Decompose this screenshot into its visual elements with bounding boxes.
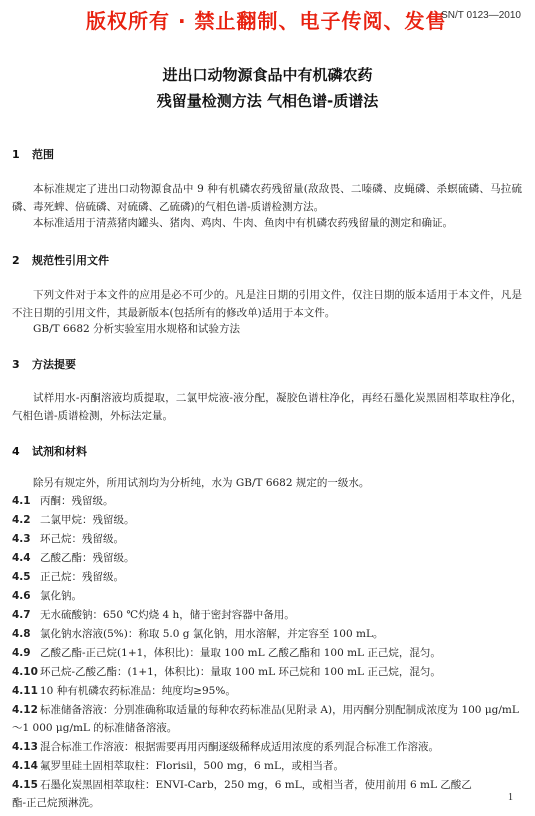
list-item: [12, 682, 522, 700]
document-title-line1: 进出口动物源食品中有机磷农药: [162, 66, 373, 84]
section-number: 4: [12, 445, 20, 458]
item-text: 乙酸乙酯：残留级。: [40, 552, 135, 564]
list-item: [12, 663, 522, 681]
list-item: [12, 549, 522, 567]
item-number: 4.3: [12, 533, 31, 545]
item-text: 氯化钠。: [40, 590, 82, 602]
list-item: [12, 511, 522, 529]
section-title: 试剂和材料: [32, 445, 87, 458]
item-number: 4.11: [12, 685, 38, 697]
item-number: 4.12: [12, 704, 38, 716]
list-item: [12, 644, 522, 662]
item-number: 4.2: [12, 514, 31, 526]
item-number: 4.1: [12, 495, 31, 507]
paragraph: 本标准适用于清蒸猪肉罐头、猪肉、鸡肉、牛肉、鱼肉中有机磷农药残留量的测定和确证。: [33, 217, 453, 229]
section-number: 1: [12, 148, 20, 161]
list-item: [12, 587, 522, 605]
list-item: [12, 492, 522, 510]
item-text: 环己烷：残留级。: [40, 533, 124, 545]
section-heading-principle: [12, 356, 76, 372]
item-number: 4.14: [12, 760, 38, 772]
item-number: 4.8: [12, 628, 31, 640]
list-item: [12, 738, 522, 756]
item-text: 氯化钠水溶液(5%)：称取 5.0 g 氯化钠，用水溶解，并定容至 100 mL。: [40, 628, 384, 640]
section-heading-scope: [12, 146, 54, 162]
item-text: 石墨化炭黑固相萃取柱：ENVI-Carb，250 mg，6 mL，或相当者，使用前用 6 mL 乙酸乙酯-正己烷预淋洗。: [12, 779, 472, 809]
watermark: 版权所有 · 禁止翻制、电子传阅、发售: [86, 9, 447, 33]
item-text: 混合标准工作溶液：根据需要再用丙酮逐级稀释成适用浓度的系列混合标准工作溶液。: [40, 741, 439, 753]
item-text: 丙酮：残留级。: [40, 495, 114, 507]
document-title-line2: 残留量检测方法 气相色谱-质谱法: [156, 92, 379, 110]
paragraph: 除另有规定外，所用试剂均为分析纯，水为 GB/T 6682 规定的一级水。: [33, 477, 370, 489]
list-item: [12, 776, 482, 812]
standard-number: SN/T 0123—2010: [441, 10, 521, 21]
list-item: [12, 625, 522, 643]
item-text: 乙酸乙酯-正己烷(1+1，体积比)：量取 100 mL 乙酸乙酯和 100 mL 正己烷，混匀。: [40, 647, 441, 659]
item-text: 无水硫酸钠：650 ℃灼烧 4 h，储于密封容器中备用。: [40, 609, 295, 621]
section-number: 2: [12, 254, 20, 267]
item-number: 4.6: [12, 590, 31, 602]
section-title: 范围: [32, 148, 54, 161]
list-item: [12, 701, 522, 737]
item-number: 4.13: [12, 741, 38, 753]
section-number: 3: [12, 358, 20, 371]
item-number: 4.10: [12, 666, 38, 678]
item-number: 4.4: [12, 552, 31, 564]
paragraph: 试样用水-丙酮溶液均质提取，二氯甲烷液-液分配，凝胶色谱柱净化，再经石墨化炭黑固相萃取柱净化，气相色谱-质谱检测，外标法定量。: [12, 392, 522, 422]
item-number: 4.7: [12, 609, 31, 621]
paragraph: 下列文件对于本文件的应用是必不可少的。凡是注日期的引用文件，仅注日期的版本适用于本文件，凡是不注日期的引用文件，其最新版本(包括所有的修改单)适用于本文件。: [12, 289, 522, 319]
item-number: 4.5: [12, 571, 31, 583]
item-number: 4.9: [12, 647, 31, 659]
list-item: [12, 757, 522, 775]
reference-entry: GB/T 6682 分析实验室用水规格和试验方法: [33, 323, 241, 335]
item-text: 标准储备溶液：分别准确称取适量的每种农药标准品(见附录 A)，用丙酮分别配制成浓度为 100 μg/mL～1 000 μg/mL 的标准储备溶液。: [12, 704, 519, 734]
section-heading-reagents: [12, 443, 87, 459]
list-item: [12, 568, 522, 586]
item-text: 10 种有机磷农药标准品：纯度均≥95%。: [40, 685, 236, 697]
list-item: [12, 530, 522, 548]
item-text: 正己烷：残留级。: [40, 571, 124, 583]
section-heading-references: [12, 252, 109, 268]
section-title: 方法提要: [32, 358, 76, 371]
item-text: 氟罗里硅土固相萃取柱：Florisil，500 mg，6 mL，或相当者。: [40, 760, 344, 772]
item-text: 二氯甲烷：残留级。: [40, 514, 135, 526]
paragraph: 本标准规定了进出口动物源食品中 9 种有机磷农药残留量(敌敌畏、二嗪磷、皮蝇磷、杀螟硫磷、马拉硫磷、毒死蜱、倍硫磷、对硫磷、乙硫磷)的气相色谱-质谱检测方法。: [12, 183, 522, 213]
item-text: 环己烷-乙酸乙酯：(1+1，体积比)：量取 100 mL 环己烷和 100 mL 正己烷，混匀。: [40, 666, 441, 678]
item-number: 4.15: [12, 779, 38, 791]
page-number: 1: [508, 792, 513, 803]
list-item: [12, 606, 522, 624]
section-title: 规范性引用文件: [32, 254, 109, 267]
